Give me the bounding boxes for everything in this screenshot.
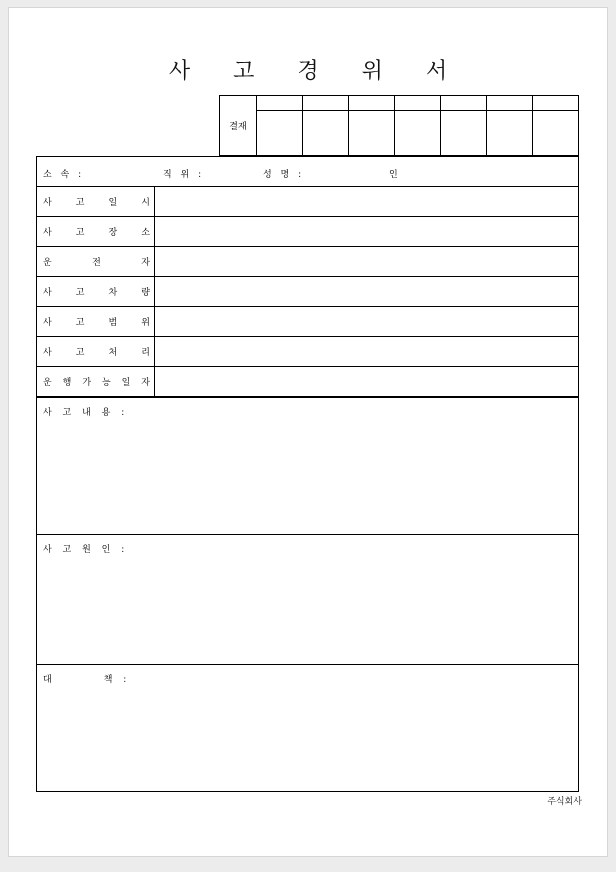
row-label-char: 시 bbox=[141, 198, 150, 208]
row-label-char: 고 bbox=[75, 318, 85, 328]
row-label-cell bbox=[37, 337, 155, 367]
row-label-char: 운 bbox=[43, 258, 52, 268]
row-label-char: 능 bbox=[101, 378, 111, 388]
dept-label: 소 속 : bbox=[43, 170, 85, 180]
row-label-char: 사 bbox=[43, 348, 52, 358]
row-label-char: 고 bbox=[75, 198, 85, 208]
table-row bbox=[37, 337, 579, 367]
table-row bbox=[37, 307, 579, 337]
page-title: 사 고 경 위 서 bbox=[168, 59, 466, 84]
row-label-char: 운 bbox=[43, 378, 52, 388]
row-label-cell bbox=[37, 217, 155, 247]
info-row[interactable] bbox=[36, 156, 579, 187]
company-name: 주식회사 bbox=[547, 797, 582, 807]
row-label-cell bbox=[37, 367, 155, 397]
row-label-char: 량 bbox=[141, 288, 150, 298]
approval-sign-cell[interactable] bbox=[533, 111, 579, 156]
position-label: 직 위 : bbox=[163, 170, 205, 180]
measures-label: 대 책 : bbox=[43, 675, 131, 685]
approval-sign-cell[interactable] bbox=[303, 111, 349, 156]
row-value-cell[interactable] bbox=[155, 337, 579, 367]
row-label-char: 전 bbox=[92, 258, 101, 268]
row-label-char: 리 bbox=[141, 348, 150, 358]
approval-header-cell[interactable] bbox=[487, 96, 533, 111]
row-label-char: 사 bbox=[43, 318, 52, 328]
row-label-char: 사 bbox=[43, 288, 52, 298]
row-label-char: 사 bbox=[43, 198, 52, 208]
content-label: 사 고 내 용 : bbox=[43, 408, 129, 418]
approval-sign-cell[interactable] bbox=[395, 111, 441, 156]
approval-header-cell[interactable] bbox=[303, 96, 349, 111]
row-label-char: 범 bbox=[108, 318, 118, 328]
row-value-cell[interactable] bbox=[155, 187, 579, 217]
row-label-char: 차 bbox=[108, 288, 118, 298]
name-label: 성 명 : bbox=[263, 170, 305, 180]
cause-label: 사 고 원 인 : bbox=[43, 545, 129, 555]
content-section[interactable] bbox=[36, 397, 579, 535]
table-row bbox=[37, 217, 579, 247]
row-label-char: 고 bbox=[75, 348, 85, 358]
table-row bbox=[37, 187, 579, 217]
row-label-char: 일 bbox=[108, 198, 118, 208]
row-label-cell bbox=[37, 307, 155, 337]
row-label-char: 사 bbox=[43, 228, 52, 238]
cause-section[interactable] bbox=[36, 534, 579, 665]
approval-table bbox=[219, 95, 579, 156]
seal-label: 인 bbox=[389, 170, 401, 180]
row-value-cell[interactable] bbox=[155, 307, 579, 337]
row-label-cell bbox=[37, 277, 155, 307]
table-row bbox=[37, 277, 579, 307]
row-label-char: 자 bbox=[141, 258, 150, 268]
table-row bbox=[37, 367, 579, 397]
approval-sign-cell[interactable] bbox=[257, 111, 303, 156]
approval-sign-cell[interactable] bbox=[487, 111, 533, 156]
approval-header-cell[interactable] bbox=[257, 96, 303, 111]
row-label-char: 처 bbox=[108, 348, 118, 358]
row-value-cell[interactable] bbox=[155, 277, 579, 307]
row-label-char: 가 bbox=[82, 378, 92, 388]
approval-header-cell[interactable] bbox=[395, 96, 441, 111]
row-value-cell[interactable] bbox=[155, 247, 579, 277]
approval-label: 결재 bbox=[220, 96, 257, 156]
approval-header-cell[interactable] bbox=[533, 96, 579, 111]
row-value-cell[interactable] bbox=[155, 367, 579, 397]
measures-section[interactable] bbox=[36, 664, 579, 792]
row-label-char: 행 bbox=[62, 378, 72, 388]
approval-sign-cell[interactable] bbox=[441, 111, 487, 156]
table-row bbox=[37, 247, 579, 277]
row-value-cell[interactable] bbox=[155, 217, 579, 247]
approval-header-cell[interactable] bbox=[349, 96, 395, 111]
row-label-cell bbox=[37, 247, 155, 277]
row-label-char: 자 bbox=[141, 378, 150, 388]
row-label-cell bbox=[37, 187, 155, 217]
approval-header-cell[interactable] bbox=[441, 96, 487, 111]
row-label-char: 소 bbox=[141, 228, 150, 238]
row-label-char: 일 bbox=[121, 378, 131, 388]
row-label-char: 고 bbox=[75, 228, 85, 238]
row-label-char: 위 bbox=[141, 318, 150, 328]
row-label-char: 고 bbox=[75, 288, 85, 298]
row-label-char: 장 bbox=[108, 228, 118, 238]
details-table bbox=[36, 186, 579, 397]
approval-sign-cell[interactable] bbox=[349, 111, 395, 156]
